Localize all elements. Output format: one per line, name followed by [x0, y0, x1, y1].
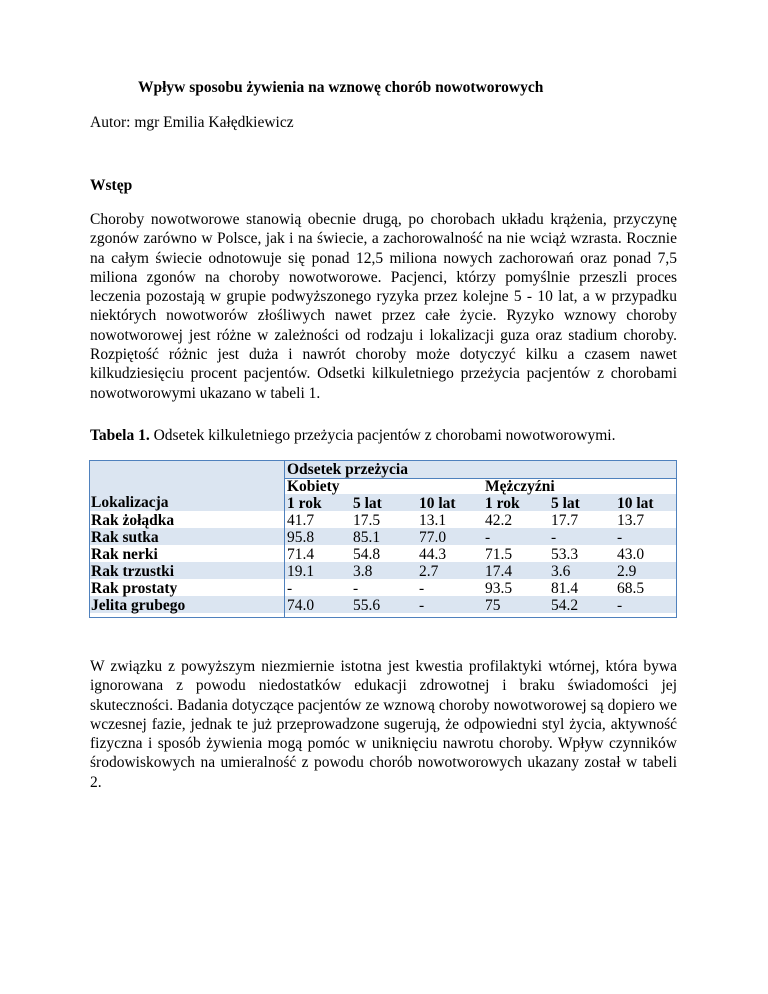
table-divider-group	[284, 478, 677, 479]
header-men-1y: 1 rok	[485, 495, 520, 512]
cell-men-5y: 53.3	[551, 546, 579, 563]
cell-men-5y: 54.2	[551, 597, 579, 614]
header-women-1y: 1 rok	[287, 495, 322, 512]
header-survival: Odsetek przeżycia	[287, 461, 408, 478]
header-men: Mężczyźni	[485, 478, 555, 495]
author-line: Autor: mgr Emilia Kałędkiewicz	[90, 114, 294, 131]
table-border-left	[89, 460, 90, 618]
cell-men-10y: 68.5	[617, 580, 645, 597]
header-women-5y: 5 lat	[353, 495, 382, 512]
table-divider-location	[284, 460, 285, 618]
cell-men-1y: 93.5	[485, 580, 513, 597]
row-name: Rak nerki	[91, 546, 158, 563]
header-women: Kobiety	[287, 478, 340, 495]
table-caption-text: Odsetek kilkuletniego przeżycia pacjentów z chorobami nowotworowymi.	[149, 427, 616, 444]
header-men-10y: 10 lat	[617, 495, 654, 512]
cell-men-5y: 3.6	[551, 563, 571, 580]
table-border-bottom	[89, 617, 677, 618]
cell-women-1y: -	[287, 580, 293, 597]
header-men-5y: 5 lat	[551, 495, 580, 512]
cell-men-10y: -	[617, 597, 623, 614]
cell-men-1y: -	[485, 529, 491, 546]
intro-paragraph: Choroby nowotworowe stanowią obecnie drugą, po chorobach układu krążenia, przyczynę zgonów zarówno w Polsce, jak i na świecie, a zachorowalność na nie wciąż wzrasta. Rocznie na całym świecie odnotowuje się ponad 12,5 miliona nowych zachorowań oraz ponad 7,5 miliona zgonów na choroby nowotworowe. Pacjenci, którzy pomyślnie przeszli proces leczenia pozostają w grupie podwyższonego ryzyka przez kolejne 5 - 10 lat, a w przypadku niektórych nowotworów złośliwych nawet przez całe życie. Ryzyko wznowy choroby nowotworowej jest różne w zależności od rodzaju i lokalizacji guza oraz stadium choroby. Rozpiętość różnic jest duża i nawrót choroby może dotyczyć kilku a czasem nawet kilkudziesięciu procent pacjentów. Odsetki kilkuletniego przeżycia pacjentów z chorobami nowotworowymi ukazano w tabeli 1.	[90, 211, 677, 402]
cell-men-10y: 13.7	[617, 512, 645, 529]
cell-men-1y: 71.5	[485, 546, 513, 563]
cell-women-10y: 77.0	[419, 529, 447, 546]
table-border-right	[676, 460, 677, 618]
table-caption-label: Tabela 1.	[90, 427, 150, 444]
row-name: Rak trzustki	[91, 563, 175, 580]
cell-women-10y: 44.3	[419, 546, 447, 563]
cell-men-1y: 17.4	[485, 563, 513, 580]
prevention-paragraph: W związku z powyższym niezmiernie istotna jest kwestia profilaktyki wtórnej, która bywa ignorowana z powodu niedostatków edukacji zdrowotnej i braku świadomości jej skuteczności. Badania dotyczące pacjentów ze wznową choroby nowotworowej są dopiero we wczesnej fazie, jednak te już przeprowadzone sugerują, że odpowiedni styl życia, aktywność fizyczna i sposób żywienia mogą pomóc w uniknięciu nawrotu choroby. Wpływ czynników środowiskowych na umieralność z powodu chorób nowotworowych ukazany został w tabeli 2.	[90, 658, 677, 791]
cell-women-1y: 41.7	[287, 512, 315, 529]
cell-women-10y: 2.7	[419, 563, 439, 580]
cell-men-5y: 17.7	[551, 512, 579, 529]
cell-women-5y: 17.5	[353, 512, 381, 529]
intro-heading: Wstęp	[90, 177, 133, 194]
cell-women-1y: 71.4	[287, 546, 315, 563]
cell-men-10y: 2.9	[617, 563, 637, 580]
row-fill-2	[89, 528, 677, 545]
cell-women-10y: 13.1	[419, 512, 447, 529]
row-name: Rak prostaty	[91, 580, 178, 597]
cell-women-5y: 85.1	[353, 529, 381, 546]
row-name: Jelita grubego	[91, 597, 186, 614]
survival-table	[89, 460, 677, 618]
row-fill-4	[89, 562, 677, 579]
cell-women-5y: -	[353, 580, 359, 597]
cell-men-5y: 81.4	[551, 580, 579, 597]
cell-men-5y: -	[551, 529, 557, 546]
cell-women-5y: 3.8	[353, 563, 373, 580]
row-name: Rak żołądka	[91, 512, 175, 529]
cell-women-1y: 95.8	[287, 529, 315, 546]
header-location: Lokalizacja	[91, 494, 169, 511]
cell-women-1y: 74.0	[287, 597, 315, 614]
cell-women-10y: -	[419, 580, 425, 597]
table-caption	[90, 427, 615, 445]
cell-men-10y: -	[617, 529, 623, 546]
cell-men-10y: 43.0	[617, 546, 645, 563]
cell-women-1y: 19.1	[287, 563, 315, 580]
row-name: Rak sutka	[91, 529, 159, 546]
cell-men-1y: 42.2	[485, 512, 513, 529]
cell-women-10y: -	[419, 597, 425, 614]
cell-men-1y: 75	[485, 597, 501, 614]
header-women-10y: 10 lat	[419, 495, 456, 512]
cell-women-5y: 54.8	[353, 546, 381, 563]
document-title: Wpływ sposobu żywienia na wznowę chorób nowotworowych	[138, 79, 544, 96]
cell-women-5y: 55.6	[353, 597, 381, 614]
